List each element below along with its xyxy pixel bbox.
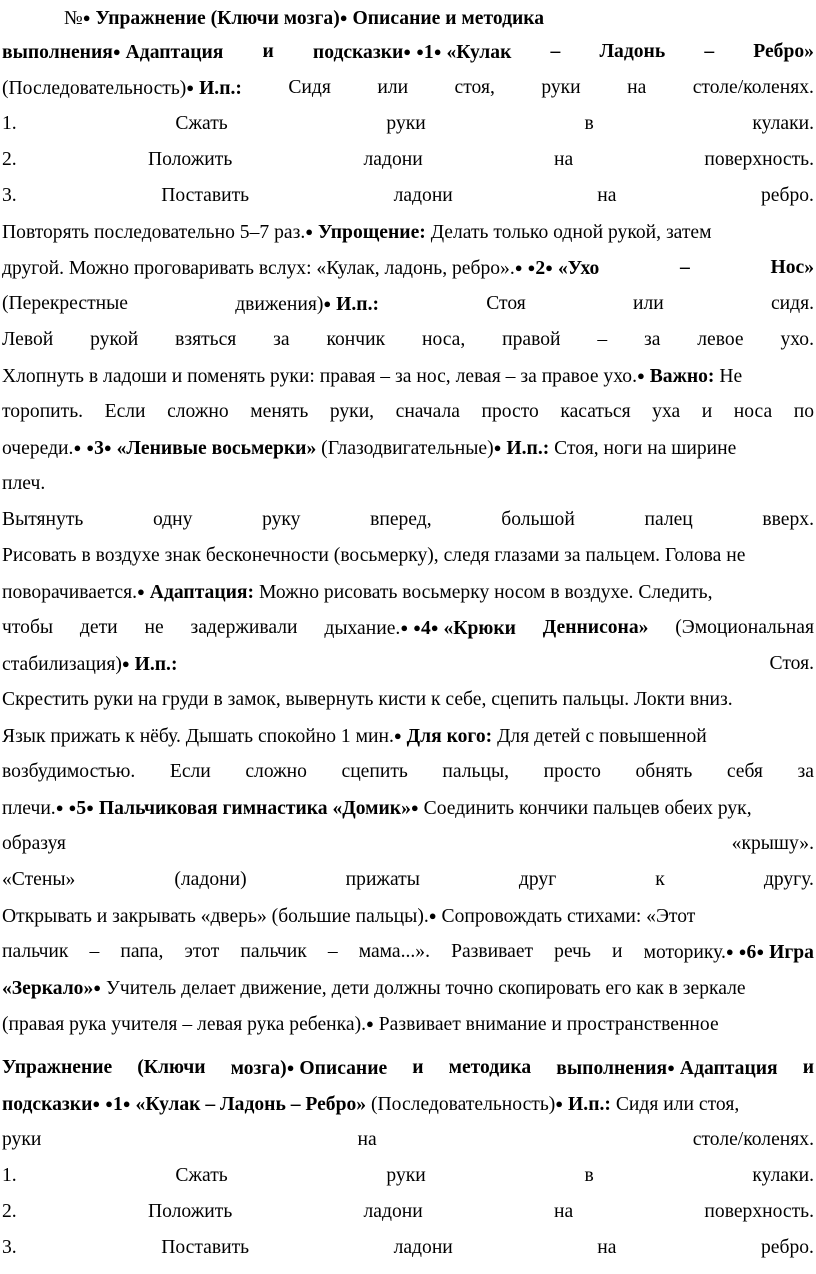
bullet-icon: ● <box>323 296 332 311</box>
bullet-icon: ● <box>105 1096 113 1111</box>
bullet-icon: ● <box>82 10 91 25</box>
bullet-icon: ● <box>410 800 419 815</box>
bullet-icon: ● <box>55 800 64 815</box>
line-19: стабилизация)● И.п.: Стоя. <box>2 653 814 675</box>
bullet-icon: ● <box>725 944 734 959</box>
bullet-icon: ● <box>86 800 94 815</box>
line-2: выполнения● Адаптация и подсказки● ●1● «Кулак – Ладонь – Ребро» <box>2 41 814 63</box>
line-13: очереди.● ●3● «Ленивые восьмерки» (Глазодвигательные)● И.п.: Стоя, ноги на ширине <box>2 438 737 459</box>
line-31: подсказки● ●1● «Кулак – Ладонь – Ребро» (Последовательность)● И.п.: Сидя или стоя, <box>2 1094 740 1115</box>
line-12: торопить. Если сложно менять руки, сначала просто касаться уха и носа по <box>2 401 814 422</box>
bullet-icon: ● <box>493 440 502 455</box>
bullet-icon: ● <box>121 656 130 671</box>
bullet-icon: ● <box>514 260 523 275</box>
bullet-icon: ● <box>555 1096 564 1111</box>
line-25: «Стены» (ладони) прижаты друг к другу. <box>2 869 814 890</box>
bullet-icon: ● <box>413 620 421 635</box>
line-15: Вытянуть одну руку вперед, большой палец вверх. <box>2 509 814 530</box>
bullet-icon: ● <box>339 10 348 25</box>
line-4: 1. Сжать руки в кулаки. <box>2 113 814 134</box>
bullet-icon: ● <box>366 1016 374 1031</box>
line-10: Левой рукой взяться за кончик носа, правой – за левое ухо. <box>2 329 814 350</box>
line-16: Рисовать в воздухе знак бесконечности (восьмерку), следя глазами за пальцем. Голова не <box>2 545 746 566</box>
line-23: плечи.● ●5● Пальчиковая гимнастика «Домик»● Соединить кончики пальцев обеих рук, <box>2 798 752 819</box>
line-32: руки на столе/коленях. <box>2 1129 814 1150</box>
bullet-icon: ● <box>527 260 536 275</box>
line-7: Повторять последовательно 5–7 раз.● Упрощение: Делать только одной рукой, затем <box>2 222 712 243</box>
line-27: пальчик – папа, этот пальчик – мама...». Развивает речь и моторику.● ●6● Игра <box>2 941 814 963</box>
bullet-icon: ● <box>667 1060 676 1075</box>
line-22: возбудимостью. Если сложно сцепить пальцы, просто обнять себя за <box>2 761 814 782</box>
bullet-icon: ● <box>86 440 95 455</box>
line-1: №● Упражнение (Ключи мозга)● Описание и методика <box>64 8 545 29</box>
bullet-icon: ● <box>68 800 77 815</box>
bullet-icon: ● <box>305 224 314 239</box>
bullet-icon: ● <box>416 44 424 59</box>
line-33: 1. Сжать руки в кулаки. <box>2 1165 814 1186</box>
bullet-icon: ● <box>92 1096 101 1111</box>
line-24: образуя «крышу». <box>2 833 814 854</box>
line-5: 2. Положить ладони на поверхность. <box>2 149 814 170</box>
line-35: 3. Поставить ладони на ребро. <box>2 1237 814 1258</box>
bullet-icon: ● <box>738 944 747 959</box>
bullet-icon: ● <box>430 620 439 635</box>
bullet-icon: ● <box>93 980 102 995</box>
bullet-icon: ● <box>433 44 442 59</box>
line-6: 3. Поставить ладони на ребро. <box>2 185 814 206</box>
bullet-icon: ● <box>286 1060 295 1075</box>
line-14: плеч. <box>2 473 46 494</box>
line-30: Упражнение (Ключи мозга)● Описание и методика выполнения● Адаптация и <box>2 1057 814 1079</box>
bullet-icon: ● <box>73 440 82 455</box>
bullet-icon: ● <box>400 620 409 635</box>
bullet-icon: ● <box>186 80 195 95</box>
line-34: 2. Положить ладони на поверхность. <box>2 1201 814 1222</box>
bullet-icon: ● <box>122 1096 131 1111</box>
line-18: чтобы дети не задерживали дыхание.● ●4● «Крюки Деннисона» (Эмоциональная <box>2 617 814 639</box>
line-26: Открывать и закрывать «дверь» (большие пальцы).● Сопровождать стихами: «Этот <box>2 906 696 927</box>
bullet-icon: ● <box>137 584 145 599</box>
line-29: (правая рука учителя – левая рука ребенка).● Развивает внимание и пространственное <box>2 1014 719 1035</box>
bullet-icon: ● <box>112 44 121 59</box>
bullet-icon: ● <box>756 944 765 959</box>
line-17: поворачивается.● Адаптация: Можно рисовать восьмерку носом в воздухе. Следить, <box>2 582 713 603</box>
line-11: Хлопнуть в ладоши и поменять руки: правая – за нос, левая – за правое ухо.● Важно: Не <box>2 366 743 387</box>
bullet-icon: ● <box>545 260 554 275</box>
line-3: (Последовательность)● И.п.: Сидя или стоя, руки на столе/коленях. <box>2 77 814 99</box>
line-21: Язык прижать к нёбу. Дышать спокойно 1 мин.● Для кого: Для детей с повышенной <box>2 726 707 747</box>
bullet-icon: ● <box>103 440 112 455</box>
bullet-icon: ● <box>393 728 402 743</box>
line-8: другой. Можно проговаривать вслух: «Кулак, ладонь, ребро».● ●2● «Ухо – Нос» <box>2 257 814 279</box>
line-28: «Зеркало»● Учитель делает движение, дети должны точно скопировать его как в зеркале <box>2 978 746 999</box>
line-9: (Перекрестные движения)● И.п.: Стоя или сидя. <box>2 293 814 315</box>
line-20: Скрестить руки на груди в замок, вывернуть кисти к себе, сцепить пальцы. Локти вниз. <box>2 689 733 710</box>
bullet-icon: ● <box>403 44 412 59</box>
bullet-icon: ● <box>428 908 437 923</box>
bullet-icon: ● <box>636 368 645 383</box>
